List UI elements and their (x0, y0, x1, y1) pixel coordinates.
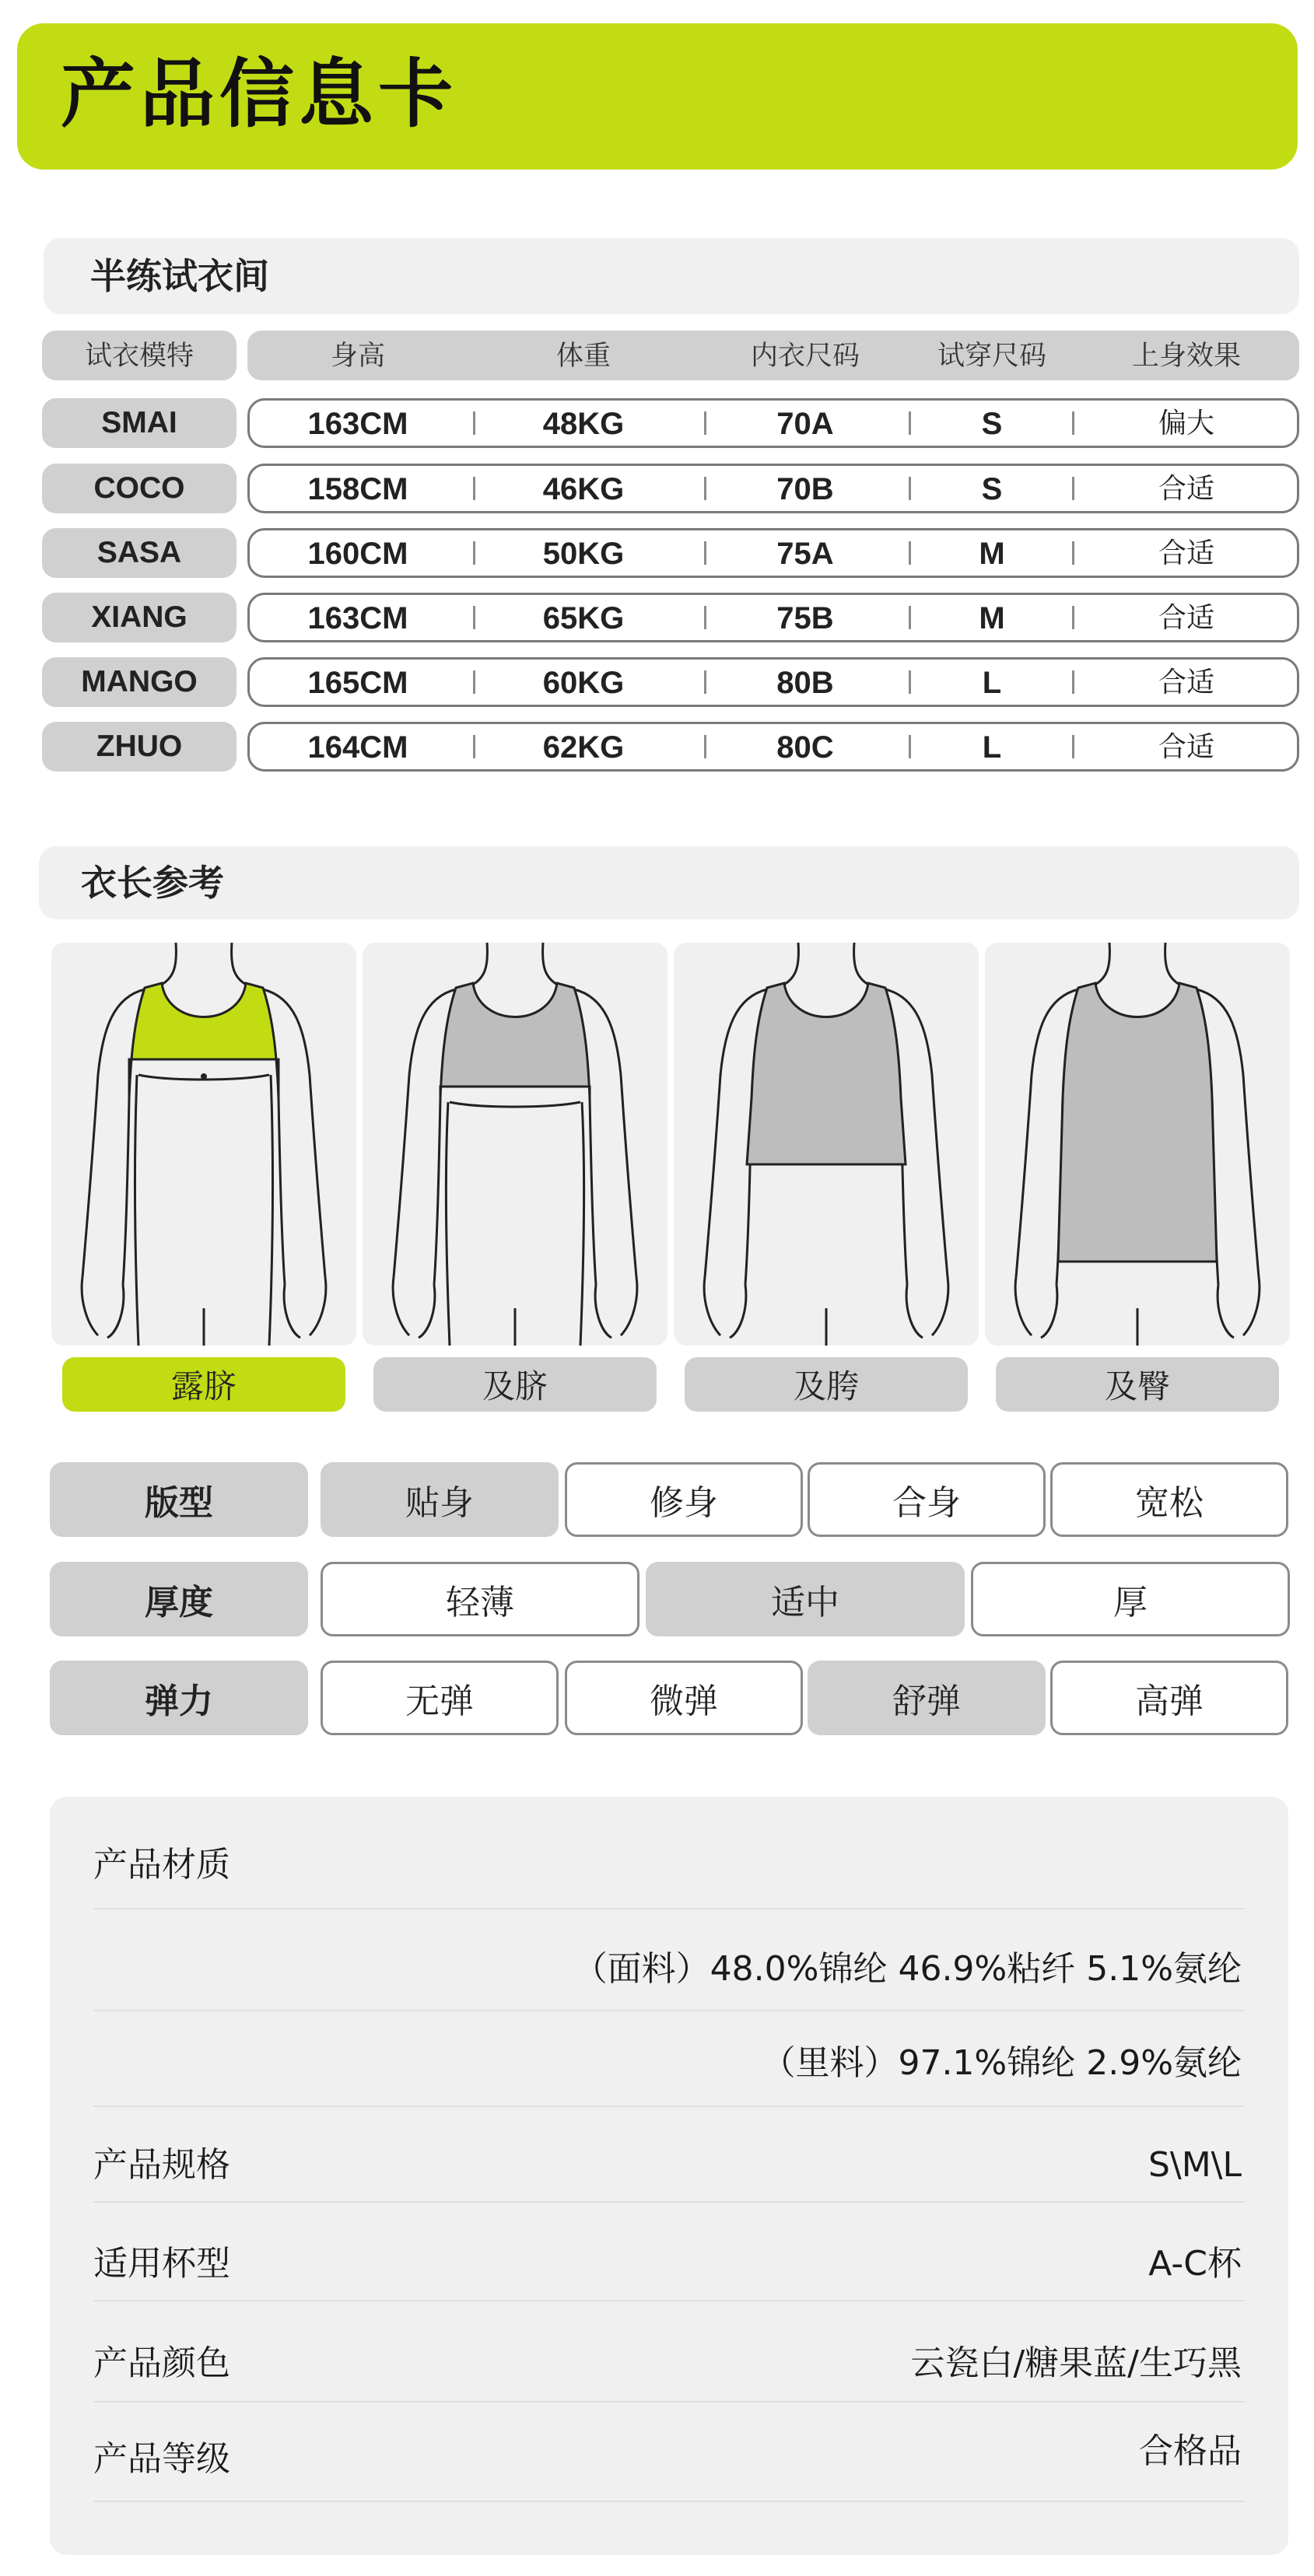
cups-label: 适用杯型 (93, 2244, 230, 2284)
table-cell-height: 163CM (307, 407, 408, 441)
table-cell-effect: 合适 (1158, 473, 1214, 505)
attr-label-elasticity: 弹力 (50, 1661, 308, 1735)
grade-value: 合格品 (1139, 2431, 1242, 2471)
option-thickness-1[interactable]: 轻薄 (321, 1562, 639, 1636)
divider (93, 1908, 1245, 1909)
length-option-1[interactable]: 露脐 (62, 1357, 345, 1412)
option-elasticity-4[interactable]: 高弹 (1050, 1661, 1288, 1735)
table-cell-weight: 50KG (542, 537, 625, 571)
model-name: SMAI (42, 398, 237, 448)
column-header: 身高 (330, 341, 385, 372)
table-cell-bra: 75B (776, 601, 834, 635)
table-cell-weight: 46KG (542, 472, 625, 506)
table-cell-bra: 70A (776, 407, 834, 441)
grade-label: 产品等级 (93, 2439, 230, 2479)
model-name: COCO (42, 464, 237, 513)
table-cell-size: L (982, 730, 1002, 765)
option-elasticity-2[interactable]: 微弹 (565, 1661, 803, 1735)
page-title: 产品信息卡 (61, 51, 457, 138)
table-cell-effect: 合适 (1158, 731, 1214, 763)
divider (93, 2105, 1245, 2107)
model-name: MANGO (42, 657, 237, 707)
option-elasticity-1[interactable]: 无弹 (321, 1661, 559, 1735)
table-cell-height: 165CM (307, 666, 408, 700)
option-fit-1[interactable]: 贴身 (321, 1462, 559, 1537)
product-info-panel (50, 1797, 1288, 2555)
table-cell-size: S (981, 472, 1003, 506)
material-label: 产品材质 (93, 1845, 230, 1885)
material-shell: （面料）48.0%锦纶 46.9%粘纤 5.1%氨纶 (573, 1949, 1242, 1989)
length-option-3[interactable]: 及胯 (685, 1357, 968, 1412)
column-header: 试穿尺码 (937, 341, 1046, 372)
option-fit-3[interactable]: 合身 (808, 1462, 1046, 1537)
table-cell-effect: 合适 (1158, 537, 1214, 569)
column-header: 内衣尺码 (750, 341, 860, 372)
option-fit-4[interactable]: 宽松 (1050, 1462, 1288, 1537)
sizes-value: S\M\L (1148, 2145, 1242, 2185)
model-name: XIANG (42, 593, 237, 642)
material-lining: （里料）97.1%锦纶 2.9%氨纶 (761, 2043, 1242, 2083)
fitting-title: 半练试衣间 (90, 255, 269, 297)
model-name: SASA (42, 528, 237, 578)
divider (93, 2401, 1245, 2403)
table-cell-height: 163CM (307, 601, 408, 635)
table-cell-effect: 合适 (1158, 602, 1214, 634)
option-thickness-2[interactable]: 适中 (646, 1562, 965, 1636)
table-cell-height: 160CM (307, 537, 408, 571)
divider (93, 2300, 1245, 2301)
table-cell-weight: 60KG (542, 666, 625, 700)
table-cell-weight: 48KG (542, 407, 625, 441)
divider (93, 2010, 1245, 2011)
option-elasticity-3[interactable]: 舒弹 (808, 1661, 1046, 1735)
sizes-label: 产品规格 (93, 2145, 230, 2185)
table-cell-height: 158CM (307, 472, 408, 506)
table-cell-size: M (979, 537, 1005, 571)
table-cell-bra: 70B (776, 472, 834, 506)
table-cell-size: S (981, 407, 1003, 441)
table-cell-weight: 62KG (542, 730, 625, 765)
length-option-4[interactable]: 及臀 (996, 1357, 1279, 1412)
length-option-2[interactable]: 及脐 (373, 1357, 657, 1412)
attr-label-fit: 版型 (50, 1462, 308, 1537)
table-cell-bra: 75A (776, 537, 834, 571)
divider (93, 2201, 1245, 2203)
table-cell-bra: 80C (776, 730, 834, 765)
colors-value: 云瓷白/糖果蓝/生巧黑 (910, 2343, 1242, 2383)
colors-label: 产品颜色 (93, 2343, 230, 2383)
cups-value: A-C杯 (1148, 2244, 1242, 2284)
table-cell-bra: 80B (776, 666, 834, 700)
option-fit-2[interactable]: 修身 (565, 1462, 803, 1537)
divider (93, 2501, 1245, 2502)
column-header: 上身效果 (1131, 341, 1241, 372)
option-thickness-3[interactable]: 厚 (971, 1562, 1290, 1636)
table-cell-size: L (982, 666, 1002, 700)
table-cell-height: 164CM (307, 730, 408, 765)
table-cell-effect: 合适 (1158, 667, 1214, 698)
table-cell-weight: 65KG (542, 601, 625, 635)
attr-label-thickness: 厚度 (50, 1562, 308, 1636)
length-title: 衣长参考 (81, 862, 224, 904)
column-header: 体重 (555, 341, 611, 372)
table-cell-effect: 偏大 (1158, 408, 1214, 439)
column-header: 试衣模特 (84, 341, 194, 372)
model-name: ZHUO (42, 722, 237, 772)
table-cell-size: M (979, 601, 1005, 635)
